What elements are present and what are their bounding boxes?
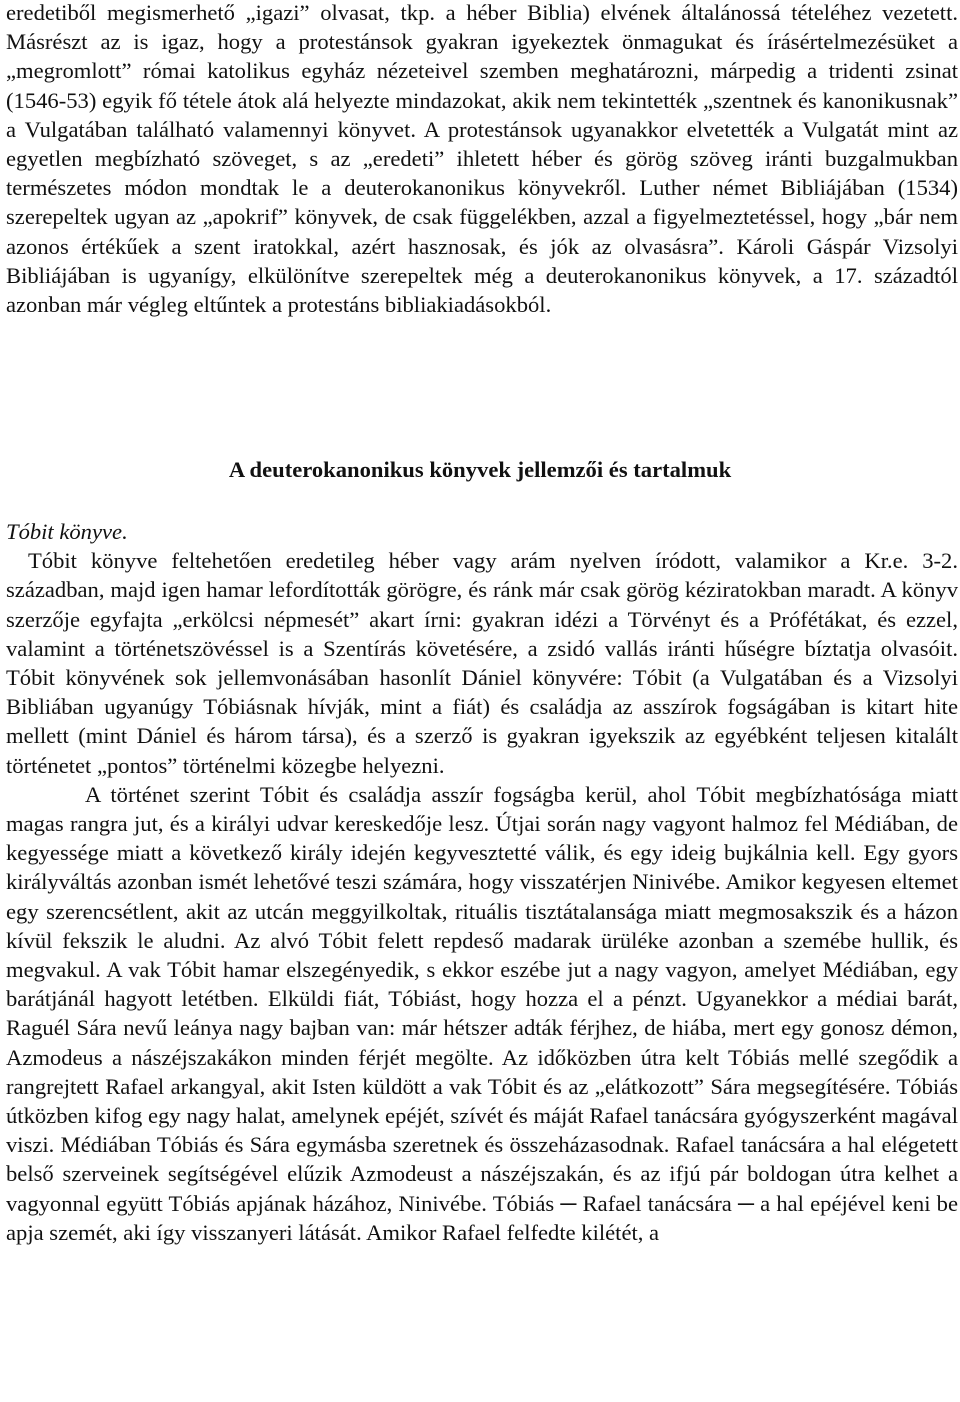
section-heading: A deuterokanonikus könyvek jellemzői és tartalmuk (228, 457, 732, 482)
intro-paragraph: eredetiből megismerhető „igazi” olvasat, tkp. a héber Biblia) elvének általánossá tételéhez vezetett. Másrészt az is igaz, hogy a protestánsok gyakran igyekeztek önmagukat és írásértelmezésüket a „megromlott” római katolikus egyház nézeteivel szemben meghatározni, márpedig a tridenti zsinat (1546-53) egyik fő tétele átok alá helyezte mindazokat, akik nem tekintették „szentnek és kanonikusnak” a Vulgatában található valamennyi könyvet. A protestánsok ugyanakkor elvetették a Vulgatát mint az egyetlen megbízható szöveget, s az „eredeti” ihletett héber és görög szöveg iránti buzgalmukban természetes módon mondtak le a deuterokanonikus könyvekről. Luther német Bibliájában (1534) szerepeltek ugyan az „apokrif” könyvek, de csak függelékben, azzal a figyelmeztetéssel, hogy „bár nem azonos értékűek a szent iratokkal, azért hasznosak, és jók az olvasásra”. Károli Gáspár Vizsolyi Bibliájában is ugyanígy, elkülönítve szerepeltek még a deuterokanonikus könyvek, a 17. századtól azonban már végleg eltűntek a protestáns bibliakiadásokból. (6, 0, 958, 318)
tobit-story-paragraph: A történet szerint Tóbit és családja asszír fogságba kerül, ahol Tóbit megbízhatósága miatt magas rangra jut, és a királyi udvar kereskedője lesz. Útjai során nagy vagyont halmoz fel Médiában, de kegyessége miatt a következő király idején kegyvesztetté válik, és egy ideig bujkálnia kell. Egy gyors királyváltás azonban ismét lehetővé teszi számára, hogy visszatérjen Ninivébe. Amikor kegyesen eltemet egy szerencsétlent, akit az utcán meggyilkoltak, rituális tisztátalansága miatt megmosakszik és a házon kívül fekszik le aludni. Az alvó Tóbit felett repdeső madarak ürüléke azonban a szemébe hullik, és megvakul. A vak Tóbit hamar elszegényedik, s ekkor eszébe jut a nagy vagyon, amelyet Médiában, egy barátjánál hagyott letétben. Elküldi fiát, Tóbiást, hogy hozza el a pénzt. Ugyanekkor a médiai barát, Raguél Sára nevű leánya nagy bajban van: már hétszer adták férjhez, de hiába, mert egy gonosz démon, Azmodeus a nászéjszakákon minden férjét megölte. Az időközben útra kelt Tóbiás mellé szegődik a rangrejtett Rafael arkangyal, akit Isten küldött a vak Tóbit és az „elátkozott” Sára megsegítésére. Tóbiás útközben kifog egy nagy halat, amelynek epéjét, szívét és máját Rafael tanácsára gyógyszerként magával viszi. Médiában Tóbiás és Sára egymásba szeretnek és összeházasodnak. Rafael tanácsára a hal elégetett belső szerveinek segítségével elűzik Azmodeust a nászéjszakán, és az ifjú pár boldogan útra kelhet a vagyonnal együtt Tóbiás apjának házához, Ninivébe. Tóbiás ─ Rafael tanácsára ─ a hal epéjével keni be apja szemét, aki így visszanyeri látását. Amikor Rafael felfedte kilétét, a (6, 781, 958, 1245)
subsection-block (6, 517, 958, 1247)
tobit-intro-paragraph: Tóbit könyve feltehetően eredetileg héber vagy arám nyelven íródott, valamikor a Kr.e. 3-2. században, majd igen hamar lefordították görögre, és ránk már csak görög kéziratokban maradt. A könyv szerzője egyfajta „erkölcsi népmesét” akart írni: gyakran idézi a Törvényt és a Prófétákat, és ezzel, valamint a történetszövéssel is a Szentírás követésére, a zsidó vallás iránti hűségre bíztatja olvasóit. Tóbit könyvének sok jellemvonásában hasonlít Dániel könyvére: Tóbit (a Vulgatában és a Vizsolyi Bibliában ugyanúgy Tóbiásnak hívják, mint a fiát) és családja az asszírok fogságában is kitart hite mellett (mint Dániel és három társa), és a szerző is gyakran igyekszik az egyébként teljesen kitalált történetet „pontos” történelmi közegbe helyezni. (6, 548, 958, 778)
subsection-title: Tóbit könyve. (6, 519, 128, 544)
